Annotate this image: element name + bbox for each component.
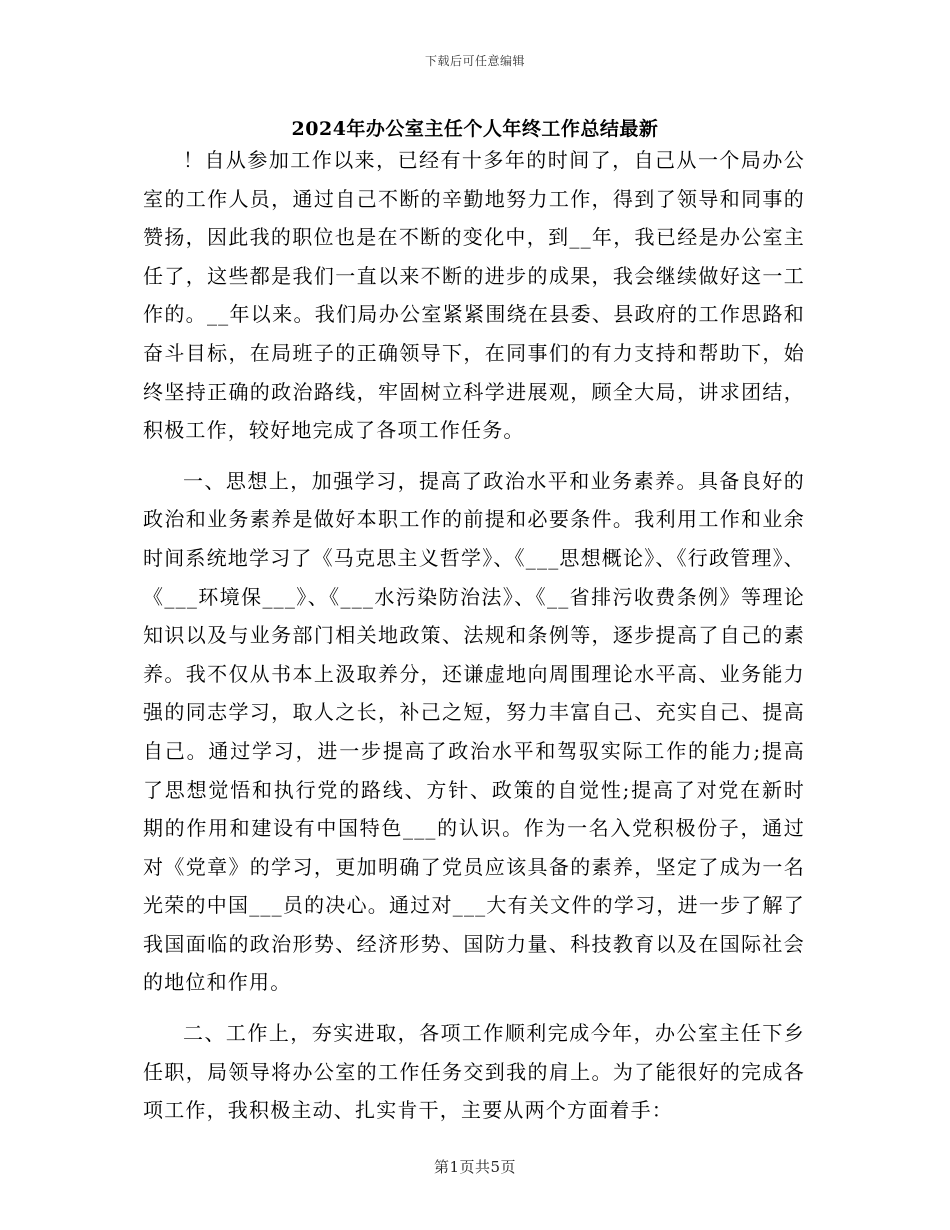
page-number: 第1页共5页 bbox=[433, 1158, 517, 1176]
paragraph-intro: ！自从参加工作以来，已经有十多年的时间了，自己从一个局办公室的工作人员，通过自己不断的辛勤地努力工作，得到了领导和同事的赞扬，因此我的职位也是在不断的变化中，到__年，我已经是办公室主任了，这些都是我们一直以来不断的进步的成果，我会继续做好这一工作的。__年以来。我们局办公室紧紧围绕在县委、县政府的工作思路和奋斗目标，在局班子的正确领导下，在同事们的有力支持和帮助下，始终坚持正确的政治路线，牢固树立科学进展观，顾全大局，讲求团结，积极工作，较好地完成了各项工作任务。 bbox=[143, 148, 805, 443]
paragraph-section-one: 一、思想上，加强学习，提高了政治水平和业务素养。具备良好的政治和业务素养是做好本职工作的前提和必要条件。我利用工作和业余时间系统地学习了《马克思主义哲学》、《___思想概论》、《行政管理》、《___环境保___》、《___水污染防治法》、《__省排污收费条例》等理论知识以及与业务部门相关地政策、法规和条例等，逐步提高了自己的素养。我不仅从书本上汲取养分，还谦虚地向周围理论水平高、业务能力强的同志学习，取人之长，补己之短，努力丰富自己、充实自己、提高自己。通过学习，进一步提高了政治水平和驾驭实际工作的能力;提高了思想觉悟和执行党的路线、方针、政策的自觉性;提高了对党在新时期的作用和建设有中国特色___的认识。作为一名入党积极份子，通过对《党章》的学习，更加明确了党员应该具备的素养，坚定了成为一名光荣的中国___员的决心。通过对___大有关文件的学习，进一步了解了我国面临的政治形势、经济形势、国防力量、科技教育以及在国际社会的地位和作用。 bbox=[143, 468, 805, 995]
paragraph-section-two: 二、工作上，夯实进取，各项工作顺利完成今年，办公室主任下乡任职，局领导将办公室的工作任务交到我的肩上。为了能很好的完成各项工作，我积极主动、扎实肯干，主要从两个方面着手： bbox=[143, 1021, 805, 1123]
header-note: 下载后可任意编辑 bbox=[424, 54, 525, 68]
document-body bbox=[143, 141, 805, 1142]
document-title: 2024年办公室主任个人年终工作总结最新 bbox=[291, 118, 659, 140]
